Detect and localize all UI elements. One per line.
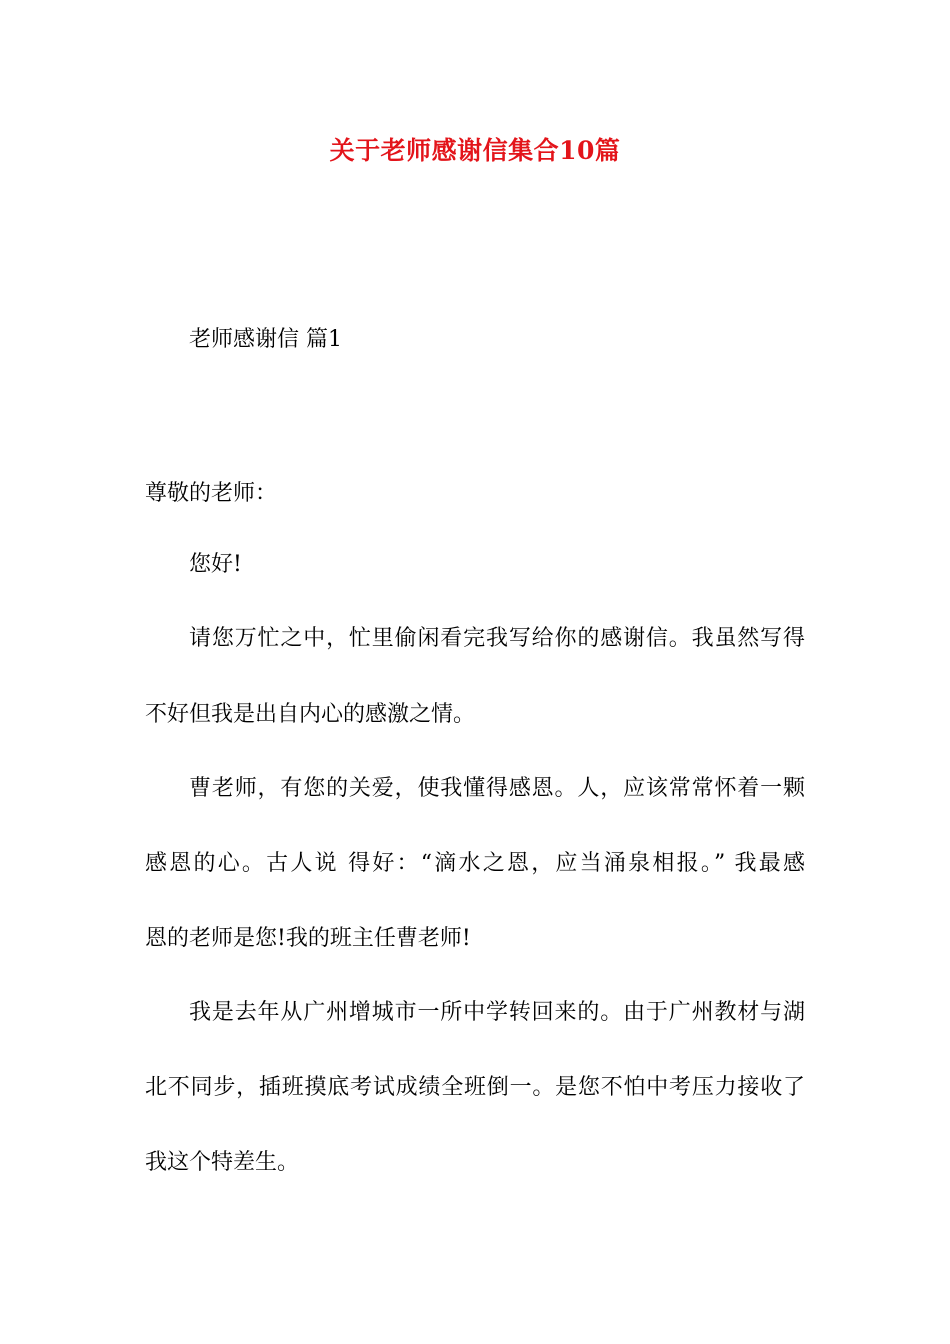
paragraph-line: 恩的老师是您!我的班主任曹老师! [145,926,471,951]
paragraph-line: 感恩的心。古人说 得好：“滴水之恩，应当涌泉相报。” 我最感 [145,851,805,876]
salutation: 尊敬的老师： [145,481,278,506]
paragraph-line: 我是去年从广州增城市一所中学转回来的。由于广州教材与湖 [189,1000,805,1025]
paragraph-line: 不好但我是出自内心的感激之情。 [145,702,476,727]
paragraph-line: 曹老师，有您的关爱，使我懂得感恩。人，应该常常怀着一颗 [189,776,805,801]
paragraph-line: 北不同步，插班摸底考试成绩全班倒一。是您不怕中考压力接收了 [145,1075,805,1100]
paragraph-line: 我这个特差生。 [145,1150,300,1175]
greeting: 您好! [189,552,242,577]
section-heading: 老师感谢信 篇1 [189,327,342,352]
paragraph-line: 请您万忙之中，忙里偷闲看完我写给你的感谢信。我虽然写得 [189,626,805,651]
document-title: 关于老师感谢信集合10篇 [329,136,621,165]
